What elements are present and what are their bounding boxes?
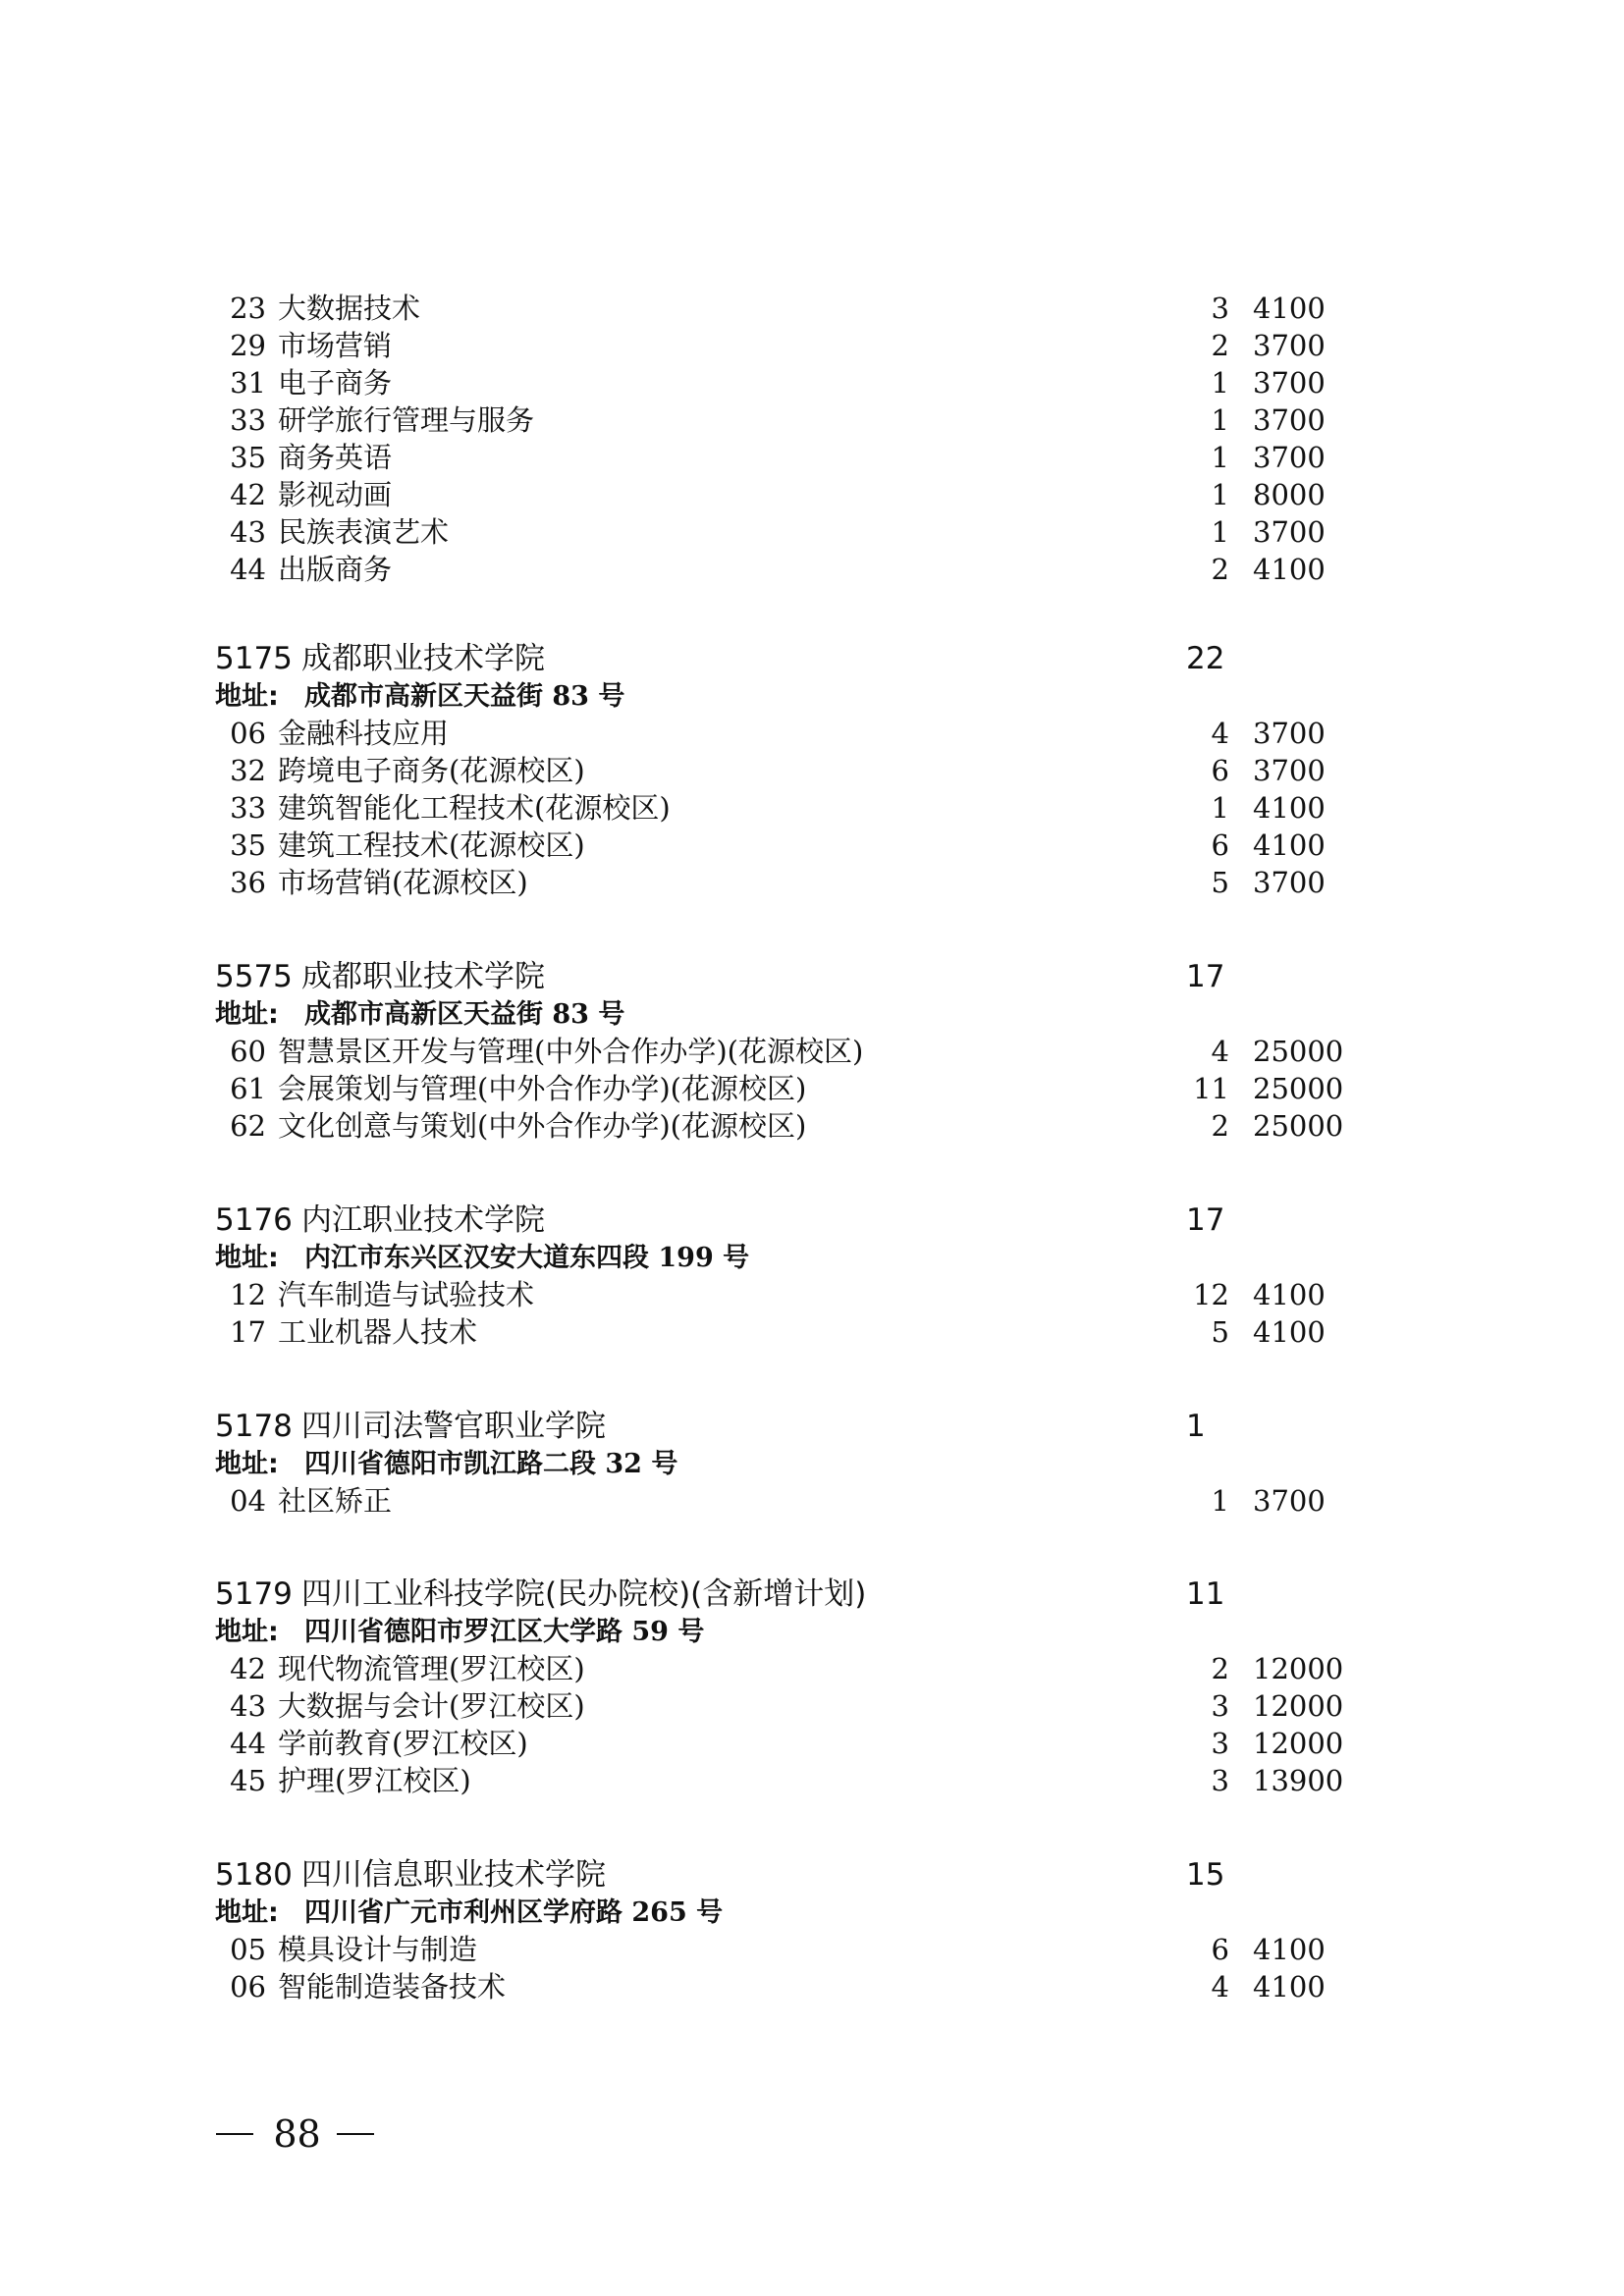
program-code: 62 xyxy=(230,1109,266,1143)
program-name: 学前教育(罗江校区) xyxy=(278,1727,528,1760)
program-row xyxy=(0,364,1624,401)
program-code: 61 xyxy=(230,1072,266,1105)
program-row xyxy=(0,1650,1624,1687)
school-code: 5178 xyxy=(215,1409,293,1444)
school-name: 四川工业科技学院(民办院校)(含新增计划) xyxy=(301,1576,867,1612)
address-text: 成都市高新区天益街 83 号 xyxy=(304,999,625,1030)
program-code: 33 xyxy=(230,403,266,437)
school-total: 17 xyxy=(1186,1202,1225,1238)
program-count: 6 xyxy=(1211,754,1229,787)
program-fee: 8000 xyxy=(1253,478,1326,511)
program-name: 现代物流管理(罗江校区) xyxy=(278,1652,585,1685)
program-code: 23 xyxy=(230,292,266,325)
program-name: 市场营销(花源校区) xyxy=(278,866,528,899)
program-fee: 25000 xyxy=(1253,1109,1344,1143)
program-name: 市场营销 xyxy=(278,329,393,362)
program-name: 商务英语 xyxy=(278,441,393,474)
program-count: 4 xyxy=(1211,1970,1229,2003)
program-fee: 4100 xyxy=(1253,292,1326,325)
school-code: 5575 xyxy=(215,959,293,994)
program-row xyxy=(0,827,1624,864)
school-address xyxy=(0,1240,1624,1276)
school-header xyxy=(0,1407,1624,1446)
program-row xyxy=(0,513,1624,551)
program-code: 06 xyxy=(230,717,266,750)
program-name: 出版商务 xyxy=(278,553,393,586)
program-count: 1 xyxy=(1211,1484,1229,1518)
address-label: 地址: xyxy=(215,681,279,712)
footer-dash-left xyxy=(216,2133,253,2135)
address-label: 地址: xyxy=(215,1243,279,1273)
school-code: 5176 xyxy=(215,1202,293,1238)
program-name: 电子商务 xyxy=(278,366,393,400)
program-name: 民族表演艺术 xyxy=(278,515,450,549)
program-count: 1 xyxy=(1211,441,1229,474)
program-fee: 4100 xyxy=(1253,1970,1326,2003)
program-code: 29 xyxy=(230,329,266,362)
school-address xyxy=(0,678,1624,715)
program-name: 大数据技术 xyxy=(278,292,421,325)
address-text: 四川省德阳市凯江路二段 32 号 xyxy=(304,1449,678,1479)
program-fee: 12000 xyxy=(1253,1689,1344,1723)
program-count: 3 xyxy=(1211,1727,1229,1760)
program-code: 32 xyxy=(230,754,266,787)
school-name: 四川信息职业技术学院 xyxy=(301,1857,606,1893)
school-address xyxy=(0,1614,1624,1650)
address-text: 四川省广元市利州区学府路 265 号 xyxy=(304,1897,724,1928)
program-name: 金融科技应用 xyxy=(278,717,450,750)
program-code: 04 xyxy=(230,1484,266,1518)
program-code: 43 xyxy=(230,515,266,549)
program-row xyxy=(0,864,1624,901)
program-count: 5 xyxy=(1211,1315,1229,1349)
school-code: 5180 xyxy=(215,1857,293,1893)
program-row xyxy=(0,551,1624,588)
program-count: 2 xyxy=(1211,553,1229,586)
program-code: 35 xyxy=(230,441,266,474)
program-code: 43 xyxy=(230,1689,266,1723)
program-name: 会展策划与管理(中外合作办学)(花源校区) xyxy=(278,1072,807,1105)
program-name: 智慧景区开发与管理(中外合作办学)(花源校区) xyxy=(278,1035,864,1068)
program-row xyxy=(0,1107,1624,1145)
program-fee: 4100 xyxy=(1253,828,1326,862)
program-row xyxy=(0,401,1624,439)
program-code: 42 xyxy=(230,478,266,511)
program-code: 33 xyxy=(230,791,266,825)
program-code: 12 xyxy=(230,1278,266,1311)
school-header xyxy=(0,1201,1624,1240)
program-name: 智能制造装备技术 xyxy=(278,1970,507,2003)
program-name: 工业机器人技术 xyxy=(278,1315,478,1349)
program-fee: 13900 xyxy=(1253,1764,1344,1797)
program-count: 6 xyxy=(1211,828,1229,862)
program-count: 3 xyxy=(1211,292,1229,325)
program-code: 35 xyxy=(230,828,266,862)
program-name: 社区矫正 xyxy=(278,1484,393,1518)
school-total: 17 xyxy=(1186,959,1225,994)
program-fee: 12000 xyxy=(1253,1652,1344,1685)
program-fee: 12000 xyxy=(1253,1727,1344,1760)
school-total: 15 xyxy=(1186,1857,1225,1893)
program-row xyxy=(0,439,1624,476)
program-code: 17 xyxy=(230,1315,266,1349)
program-name: 文化创意与策划(中外合作办学)(花源校区) xyxy=(278,1109,807,1143)
address-text: 内江市东兴区汉安大道东四段 199 号 xyxy=(304,1243,750,1273)
program-name: 影视动画 xyxy=(278,478,393,511)
program-row xyxy=(0,1968,1624,2005)
program-fee: 3700 xyxy=(1253,329,1326,362)
school-address xyxy=(0,1446,1624,1482)
program-count: 3 xyxy=(1211,1764,1229,1797)
program-name: 大数据与会计(罗江校区) xyxy=(278,1689,585,1723)
program-count: 1 xyxy=(1211,478,1229,511)
school-code: 5179 xyxy=(215,1576,293,1612)
program-count: 4 xyxy=(1211,717,1229,750)
program-code: 36 xyxy=(230,866,266,899)
program-count: 4 xyxy=(1211,1035,1229,1068)
program-fee: 3700 xyxy=(1253,717,1326,750)
address-label: 地址: xyxy=(215,1449,279,1479)
address-label: 地址: xyxy=(215,1617,279,1647)
school-header xyxy=(0,1855,1624,1895)
school-total: 1 xyxy=(1186,1409,1206,1444)
school-address xyxy=(0,996,1624,1033)
program-fee: 25000 xyxy=(1253,1035,1344,1068)
school-name: 成都职业技术学院 xyxy=(301,959,545,994)
school-name: 四川司法警官职业学院 xyxy=(301,1409,606,1444)
school-total: 22 xyxy=(1186,641,1225,676)
program-count: 2 xyxy=(1211,329,1229,362)
program-count: 1 xyxy=(1211,366,1229,400)
address-label: 地址: xyxy=(215,1897,279,1928)
address-text: 成都市高新区天益街 83 号 xyxy=(304,681,625,712)
program-fee: 4100 xyxy=(1253,1933,1326,1966)
school-block xyxy=(0,1575,1624,1799)
program-name: 模具设计与制造 xyxy=(278,1933,478,1966)
program-fee: 4100 xyxy=(1253,791,1326,825)
program-name: 汽车制造与试验技术 xyxy=(278,1278,535,1311)
program-code: 60 xyxy=(230,1035,266,1068)
school-name: 成都职业技术学院 xyxy=(301,641,545,676)
program-row xyxy=(0,752,1624,789)
program-fee: 3700 xyxy=(1253,441,1326,474)
continued-program-list xyxy=(0,290,1624,588)
program-count: 6 xyxy=(1211,1933,1229,1966)
program-row xyxy=(0,1276,1624,1313)
program-fee: 3700 xyxy=(1253,403,1326,437)
program-row xyxy=(0,1482,1624,1520)
program-fee: 4100 xyxy=(1253,1315,1326,1349)
program-fee: 3700 xyxy=(1253,515,1326,549)
school-block xyxy=(0,1855,1624,2005)
program-count: 1 xyxy=(1211,403,1229,437)
program-row xyxy=(0,1033,1624,1070)
program-fee: 3700 xyxy=(1253,366,1326,400)
footer-dash-right xyxy=(337,2133,374,2135)
program-count: 5 xyxy=(1211,866,1229,899)
program-row xyxy=(0,290,1624,327)
address-text: 四川省德阳市罗江区大学路 59 号 xyxy=(304,1617,705,1647)
school-header xyxy=(0,1575,1624,1614)
program-name: 建筑智能化工程技术(花源校区) xyxy=(278,791,671,825)
school-code: 5175 xyxy=(215,641,293,676)
school-block xyxy=(0,957,1624,1145)
program-count: 1 xyxy=(1211,515,1229,549)
program-row xyxy=(0,1070,1624,1107)
program-row xyxy=(0,1725,1624,1762)
program-fee: 3700 xyxy=(1253,754,1326,787)
program-code: 31 xyxy=(230,366,266,400)
program-name: 护理(罗江校区) xyxy=(278,1764,471,1797)
program-fee: 4100 xyxy=(1253,1278,1326,1311)
program-count: 2 xyxy=(1211,1109,1229,1143)
school-block xyxy=(0,1201,1624,1351)
program-row xyxy=(0,1762,1624,1799)
program-row xyxy=(0,789,1624,827)
program-code: 44 xyxy=(230,1727,266,1760)
program-row xyxy=(0,1687,1624,1725)
school-address xyxy=(0,1895,1624,1931)
program-name: 建筑工程技术(花源校区) xyxy=(278,828,585,862)
program-code: 45 xyxy=(230,1764,266,1797)
address-label: 地址: xyxy=(215,999,279,1030)
program-fee: 4100 xyxy=(1253,553,1326,586)
program-row xyxy=(0,327,1624,364)
program-count: 11 xyxy=(1193,1072,1229,1105)
school-total: 11 xyxy=(1186,1576,1225,1612)
program-count: 3 xyxy=(1211,1689,1229,1723)
program-code: 44 xyxy=(230,553,266,586)
program-count: 12 xyxy=(1193,1278,1229,1311)
school-header xyxy=(0,957,1624,996)
program-code: 42 xyxy=(230,1652,266,1685)
program-code: 06 xyxy=(230,1970,266,2003)
program-row xyxy=(0,1313,1624,1351)
program-fee: 3700 xyxy=(1253,866,1326,899)
program-code: 05 xyxy=(230,1933,266,1966)
school-header xyxy=(0,639,1624,678)
program-fee: 25000 xyxy=(1253,1072,1344,1105)
program-count: 1 xyxy=(1211,791,1229,825)
school-block xyxy=(0,1407,1624,1520)
program-fee: 3700 xyxy=(1253,1484,1326,1518)
program-row xyxy=(0,476,1624,513)
program-name: 跨境电子商务(花源校区) xyxy=(278,754,585,787)
program-row xyxy=(0,1931,1624,1968)
school-name: 内江职业技术学院 xyxy=(301,1202,545,1238)
program-name: 研学旅行管理与服务 xyxy=(278,403,535,437)
program-row xyxy=(0,715,1624,752)
program-count: 2 xyxy=(1211,1652,1229,1685)
school-block xyxy=(0,639,1624,901)
page-number: 88 xyxy=(273,2112,321,2156)
